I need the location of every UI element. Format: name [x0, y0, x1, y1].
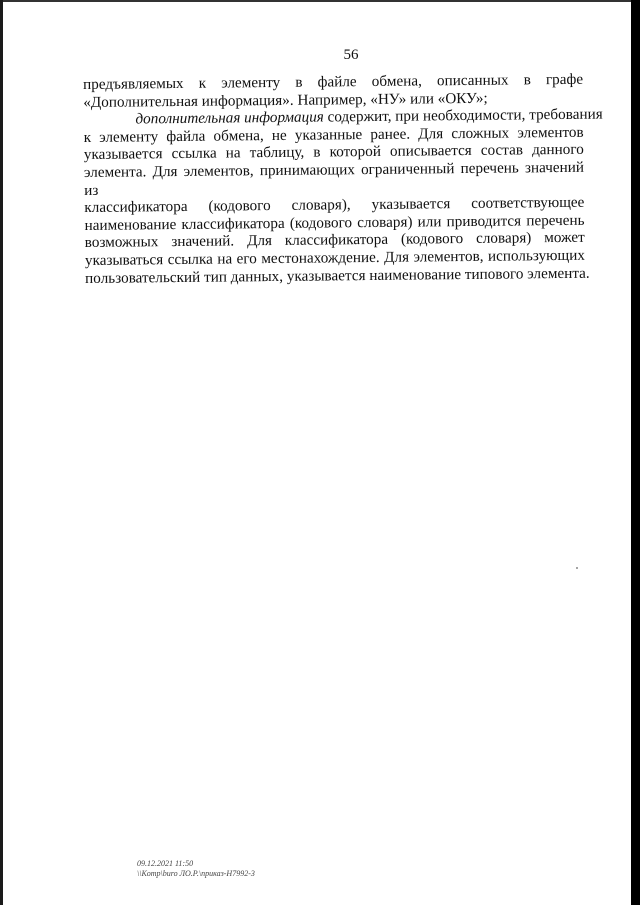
- scan-dust-mark: [576, 567, 578, 569]
- term-italic: дополнительная информация: [135, 108, 324, 128]
- document-page: [8, 4, 628, 902]
- text-line: указывается ссылка на таблицу, в которой описывается состав данного: [83, 141, 584, 164]
- footer-file-ref: \\Komp\buro ЛО.Р.\приказ-Н7992-3: [137, 869, 255, 878]
- text-line: к элементу файла обмена, не указанные ранее. Для сложных элементов: [83, 123, 584, 146]
- scan-edge-left: [0, 0, 3, 905]
- text-line: возможных значений. Для классификатора (кодового словаря) может: [84, 229, 585, 252]
- text-line: «Дополнительная информация». Например, «НУ» или «ОКУ»;: [83, 89, 488, 111]
- scan-edge-right: [631, 0, 640, 905]
- footer-timestamp: 09.12.2021 11:50: [137, 859, 194, 868]
- scan-edge-top: [0, 0, 640, 2]
- text-line: элемента. Для элементов, принимающих ограниченный перечень значений из: [83, 158, 585, 199]
- text-line: указываться ссылка на его местонахождение. Для элементов, использующих: [84, 246, 585, 269]
- body-text: [83, 70, 603, 287]
- text-line: пользовательский тип данных, указывается наименование типового элемента.: [85, 264, 590, 287]
- text-line: классификатора (кодового словаря), указывается соответствующее: [84, 193, 585, 217]
- text-line: наименование классификатора (кодового словаря) или приводится перечень: [84, 211, 585, 234]
- text-line: предъявляемых к элементу в файле обмена, описанных в графе: [83, 70, 584, 93]
- page-number: 56: [343, 47, 359, 63]
- footer-stamp: [137, 859, 255, 879]
- text-fragment: содержит, при необходимости, требования: [323, 105, 603, 126]
